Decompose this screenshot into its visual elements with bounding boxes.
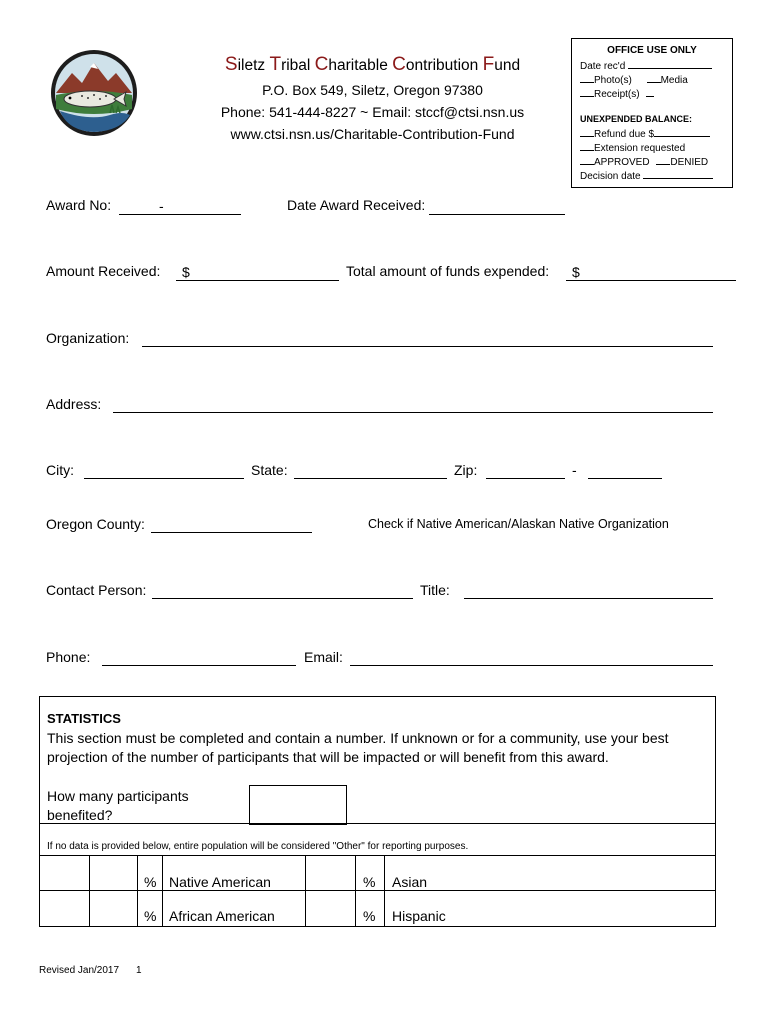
fund-website: www.ctsi.nsn.us/Charitable-Contribution-Fund xyxy=(230,126,515,142)
refund-check[interactable] xyxy=(580,127,594,137)
organization-field[interactable] xyxy=(142,330,713,347)
fund-title xyxy=(200,54,545,76)
total-expended-label: Total amount of funds expended: xyxy=(346,263,550,279)
title-word: iletz xyxy=(237,57,270,74)
phone-field[interactable] xyxy=(102,649,296,666)
title-capital: C xyxy=(314,54,329,75)
reporting-note: If no data is provided below, entire population will be considered "Other" for reporting purposes. xyxy=(47,841,469,852)
media-check[interactable] xyxy=(647,73,661,83)
state-label: State: xyxy=(251,462,288,478)
photos-check[interactable] xyxy=(580,73,594,83)
hispanic-percent: % xyxy=(363,908,376,924)
title-capital: S xyxy=(224,54,238,75)
title-word: haritable xyxy=(328,57,393,74)
date-award-label: Date Award Received: xyxy=(287,197,426,213)
city-label: City: xyxy=(46,462,74,478)
african-american-label: African American xyxy=(169,908,275,924)
statistics-box xyxy=(39,696,716,927)
amount-received-label: Amount Received: xyxy=(46,263,161,279)
receipts-field[interactable] xyxy=(646,87,654,97)
contact-field[interactable] xyxy=(152,582,413,599)
refund-amount-field[interactable] xyxy=(654,127,710,137)
title-capital: T xyxy=(269,54,282,75)
contact-label: Contact Person: xyxy=(46,582,147,598)
receipts-check[interactable] xyxy=(580,87,594,97)
hispanic-count[interactable] xyxy=(306,891,355,925)
page-number: 1 xyxy=(136,965,142,976)
phone-label: Phone: xyxy=(46,649,91,665)
county-label: Oregon County: xyxy=(46,516,145,532)
asian-percent: % xyxy=(363,874,376,890)
refund-label: Refund due $ xyxy=(594,129,655,140)
email-label: Email: xyxy=(304,649,343,665)
decision-date-field[interactable] xyxy=(643,169,713,179)
zip-field[interactable] xyxy=(486,462,565,479)
photos-label: Photo(s) xyxy=(594,75,632,86)
award-no-label: Award No: xyxy=(46,197,112,213)
native-american-label: Native American xyxy=(169,874,271,890)
siletz-tribe-logo xyxy=(50,49,138,137)
date-recd-field[interactable] xyxy=(628,59,712,69)
receipts-label: Receipt(s) xyxy=(594,89,640,100)
title-label: Title: xyxy=(420,582,450,598)
asian-label: Asian xyxy=(392,874,428,890)
denied-check[interactable] xyxy=(656,155,670,165)
zip-ext-field[interactable] xyxy=(588,462,662,479)
award-no-field[interactable] xyxy=(119,198,241,215)
county-field[interactable] xyxy=(151,516,312,533)
state-field[interactable] xyxy=(294,462,447,479)
fund-phone-email: Phone: 541-444-8227 ~ Email: stccf@ctsi.nsn.us xyxy=(220,104,525,120)
title-word: ontribution xyxy=(405,57,483,74)
zip-separator: - xyxy=(572,462,577,478)
native-org-checkbox[interactable]: Check if Native American/Alaskan Native Organization xyxy=(368,517,669,531)
extension-label: Extension requested xyxy=(594,143,686,154)
revised-date: Revised Jan/2017 xyxy=(39,965,120,976)
amount-received-field[interactable] xyxy=(176,264,339,281)
address-field[interactable] xyxy=(113,396,713,413)
date-recd-label: Date rec'd xyxy=(580,61,626,72)
award-no-separator: - xyxy=(159,198,164,214)
participants-label: How many participants benefited? xyxy=(47,788,189,823)
native-american-count-a[interactable] xyxy=(40,856,89,890)
asian-count[interactable] xyxy=(306,856,355,890)
extension-check[interactable] xyxy=(580,141,594,151)
decision-date-label: Decision date xyxy=(580,171,641,182)
approved-label: APPROVED xyxy=(594,157,650,168)
address-label: Address: xyxy=(46,396,102,412)
native-american-percent: % xyxy=(144,874,157,890)
media-label: Media xyxy=(660,75,688,86)
office-use-box xyxy=(571,38,733,188)
amount-currency: $ xyxy=(182,264,190,280)
statistics-heading: STATISTICS xyxy=(47,711,121,726)
title-capital: C xyxy=(392,54,406,75)
email-field[interactable] xyxy=(350,649,713,666)
african-american-count-a[interactable] xyxy=(40,891,89,925)
zip-label: Zip: xyxy=(454,462,478,478)
title-word: ribal xyxy=(281,57,315,74)
total-currency: $ xyxy=(572,264,580,280)
title-capital: F xyxy=(482,54,495,75)
title-word: und xyxy=(494,57,521,74)
african-american-count-b[interactable] xyxy=(90,891,137,925)
date-award-field[interactable] xyxy=(429,198,565,215)
native-american-count-b[interactable] xyxy=(90,856,137,890)
organization-label: Organization: xyxy=(46,330,130,346)
total-expended-field[interactable] xyxy=(566,264,736,281)
fund-address: P.O. Box 549, Siletz, Oregon 97380 xyxy=(262,82,483,98)
approved-check[interactable] xyxy=(580,155,594,165)
office-heading: OFFICE USE ONLY xyxy=(607,45,697,56)
denied-label: DENIED xyxy=(670,157,709,168)
title-field[interactable] xyxy=(464,582,713,599)
african-american-percent: % xyxy=(144,908,157,924)
unexpended-heading: UNEXPENDED BALANCE: xyxy=(580,114,693,124)
statistics-instructions: This section must be completed and contain a number. If unknown or for a community, use your best projection of the number of participants that will be impacted or will benefit from this award. xyxy=(47,730,669,765)
city-field[interactable] xyxy=(84,462,244,479)
hispanic-label: Hispanic xyxy=(392,908,446,924)
participants-field[interactable] xyxy=(249,785,347,825)
